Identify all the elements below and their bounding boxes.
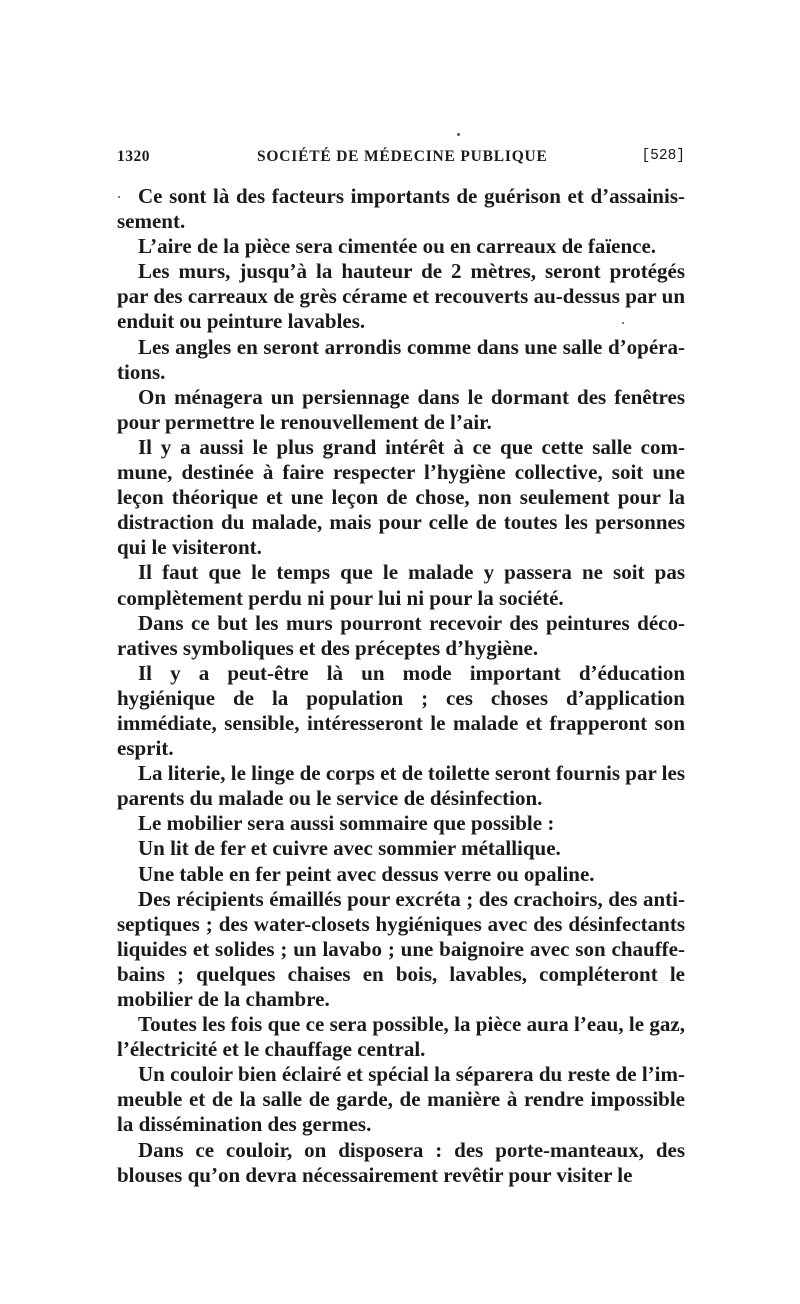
scan-speck [622, 322, 624, 324]
scan-speck [457, 133, 460, 136]
paragraph: On ménagera un persiennage dans le dormant des fenêtres pour permettre le renouvellement de l’air. [117, 384, 685, 434]
paragraph: Ce sont là des facteurs importants de guérison et d’assainissement. [117, 184, 685, 234]
paragraph: Un couloir bien éclairé et spécial la séparera du reste de l’immeuble et de la salle de garde, de manière à rendre impossible la dissémination des germes. [117, 1062, 685, 1137]
paragraph: Il y a aussi le plus grand intérêt à ce que cette salle commune, destinée à faire respecter l’hygiène collective, soit une leçon théorique et une leçon de chose, non seulement pour la distraction du malade, mais pour celle de toutes les personnes qui le visiteront. [117, 434, 685, 560]
paragraph: Une table en fer peint avec dessus verre ou opaline. [138, 861, 595, 886]
paragraph: Dans ce couloir, on disposera : des porte-manteaux, des blouses qu’on devra nécessairement revêtir pour visiter le [117, 1137, 685, 1187]
bracket-page-number: [528] [641, 148, 685, 164]
paragraph: Toutes les fois que ce sera possible, la pièce aura l’eau, le gaz, l’électricité et le chauffage central. [117, 1012, 685, 1062]
paragraph: Les murs, jusqu’à la hauteur de 2 mètres, seront protégés par des carreaux de grès cérame et recouverts au-dessus par un enduit ou peinture lavables. [117, 259, 685, 334]
paragraph: Les angles en seront arrondis comme dans une salle d’opérations. [117, 334, 685, 384]
paragraph: Des récipients émaillés pour excréta ; des crachoirs, des antiseptiques ; des water-closets hygiéniques avec des désinfectants liquides et solides ; un lavabo ; une baignoire avec son chauffe-bains ; quelques chaises en bois, lavables, compléteront le mobilier de la chambre. [117, 886, 685, 1011]
running-head [117, 148, 685, 170]
paragraph: Le mobilier sera aussi sommaire que possible : [138, 811, 555, 836]
paragraph: Dans ce but les murs pourront recevoir des peintures décoratives symboliques et des préceptes d’hygiène. [117, 610, 685, 660]
running-title: SOCIÉTÉ DE MÉDECINE PUBLIQUE [257, 148, 548, 165]
body-text [117, 184, 685, 1188]
page-number: 1320 [117, 148, 150, 165]
paragraph: La literie, le linge de corps et de toilette seront fournis par les parents du malade ou le service de désinfection. [117, 761, 685, 811]
paragraph: Il y a peut-être là un mode important d’éducation hygiénique de la population ; ces choses d’application immédiate, sensible, intéresseront le malade et frapperont son esprit. [117, 660, 685, 761]
paragraph: L’aire de la pièce sera cimentée ou en carreaux de faïence. [138, 234, 657, 259]
paragraph: Il faut que le temps que le malade y passera ne soit pas complètement perdu ni pour lui ni pour la société. [117, 560, 685, 610]
scan-speck [118, 196, 120, 198]
paragraph: Un lit de fer et cuivre avec sommier métallique. [138, 836, 561, 861]
